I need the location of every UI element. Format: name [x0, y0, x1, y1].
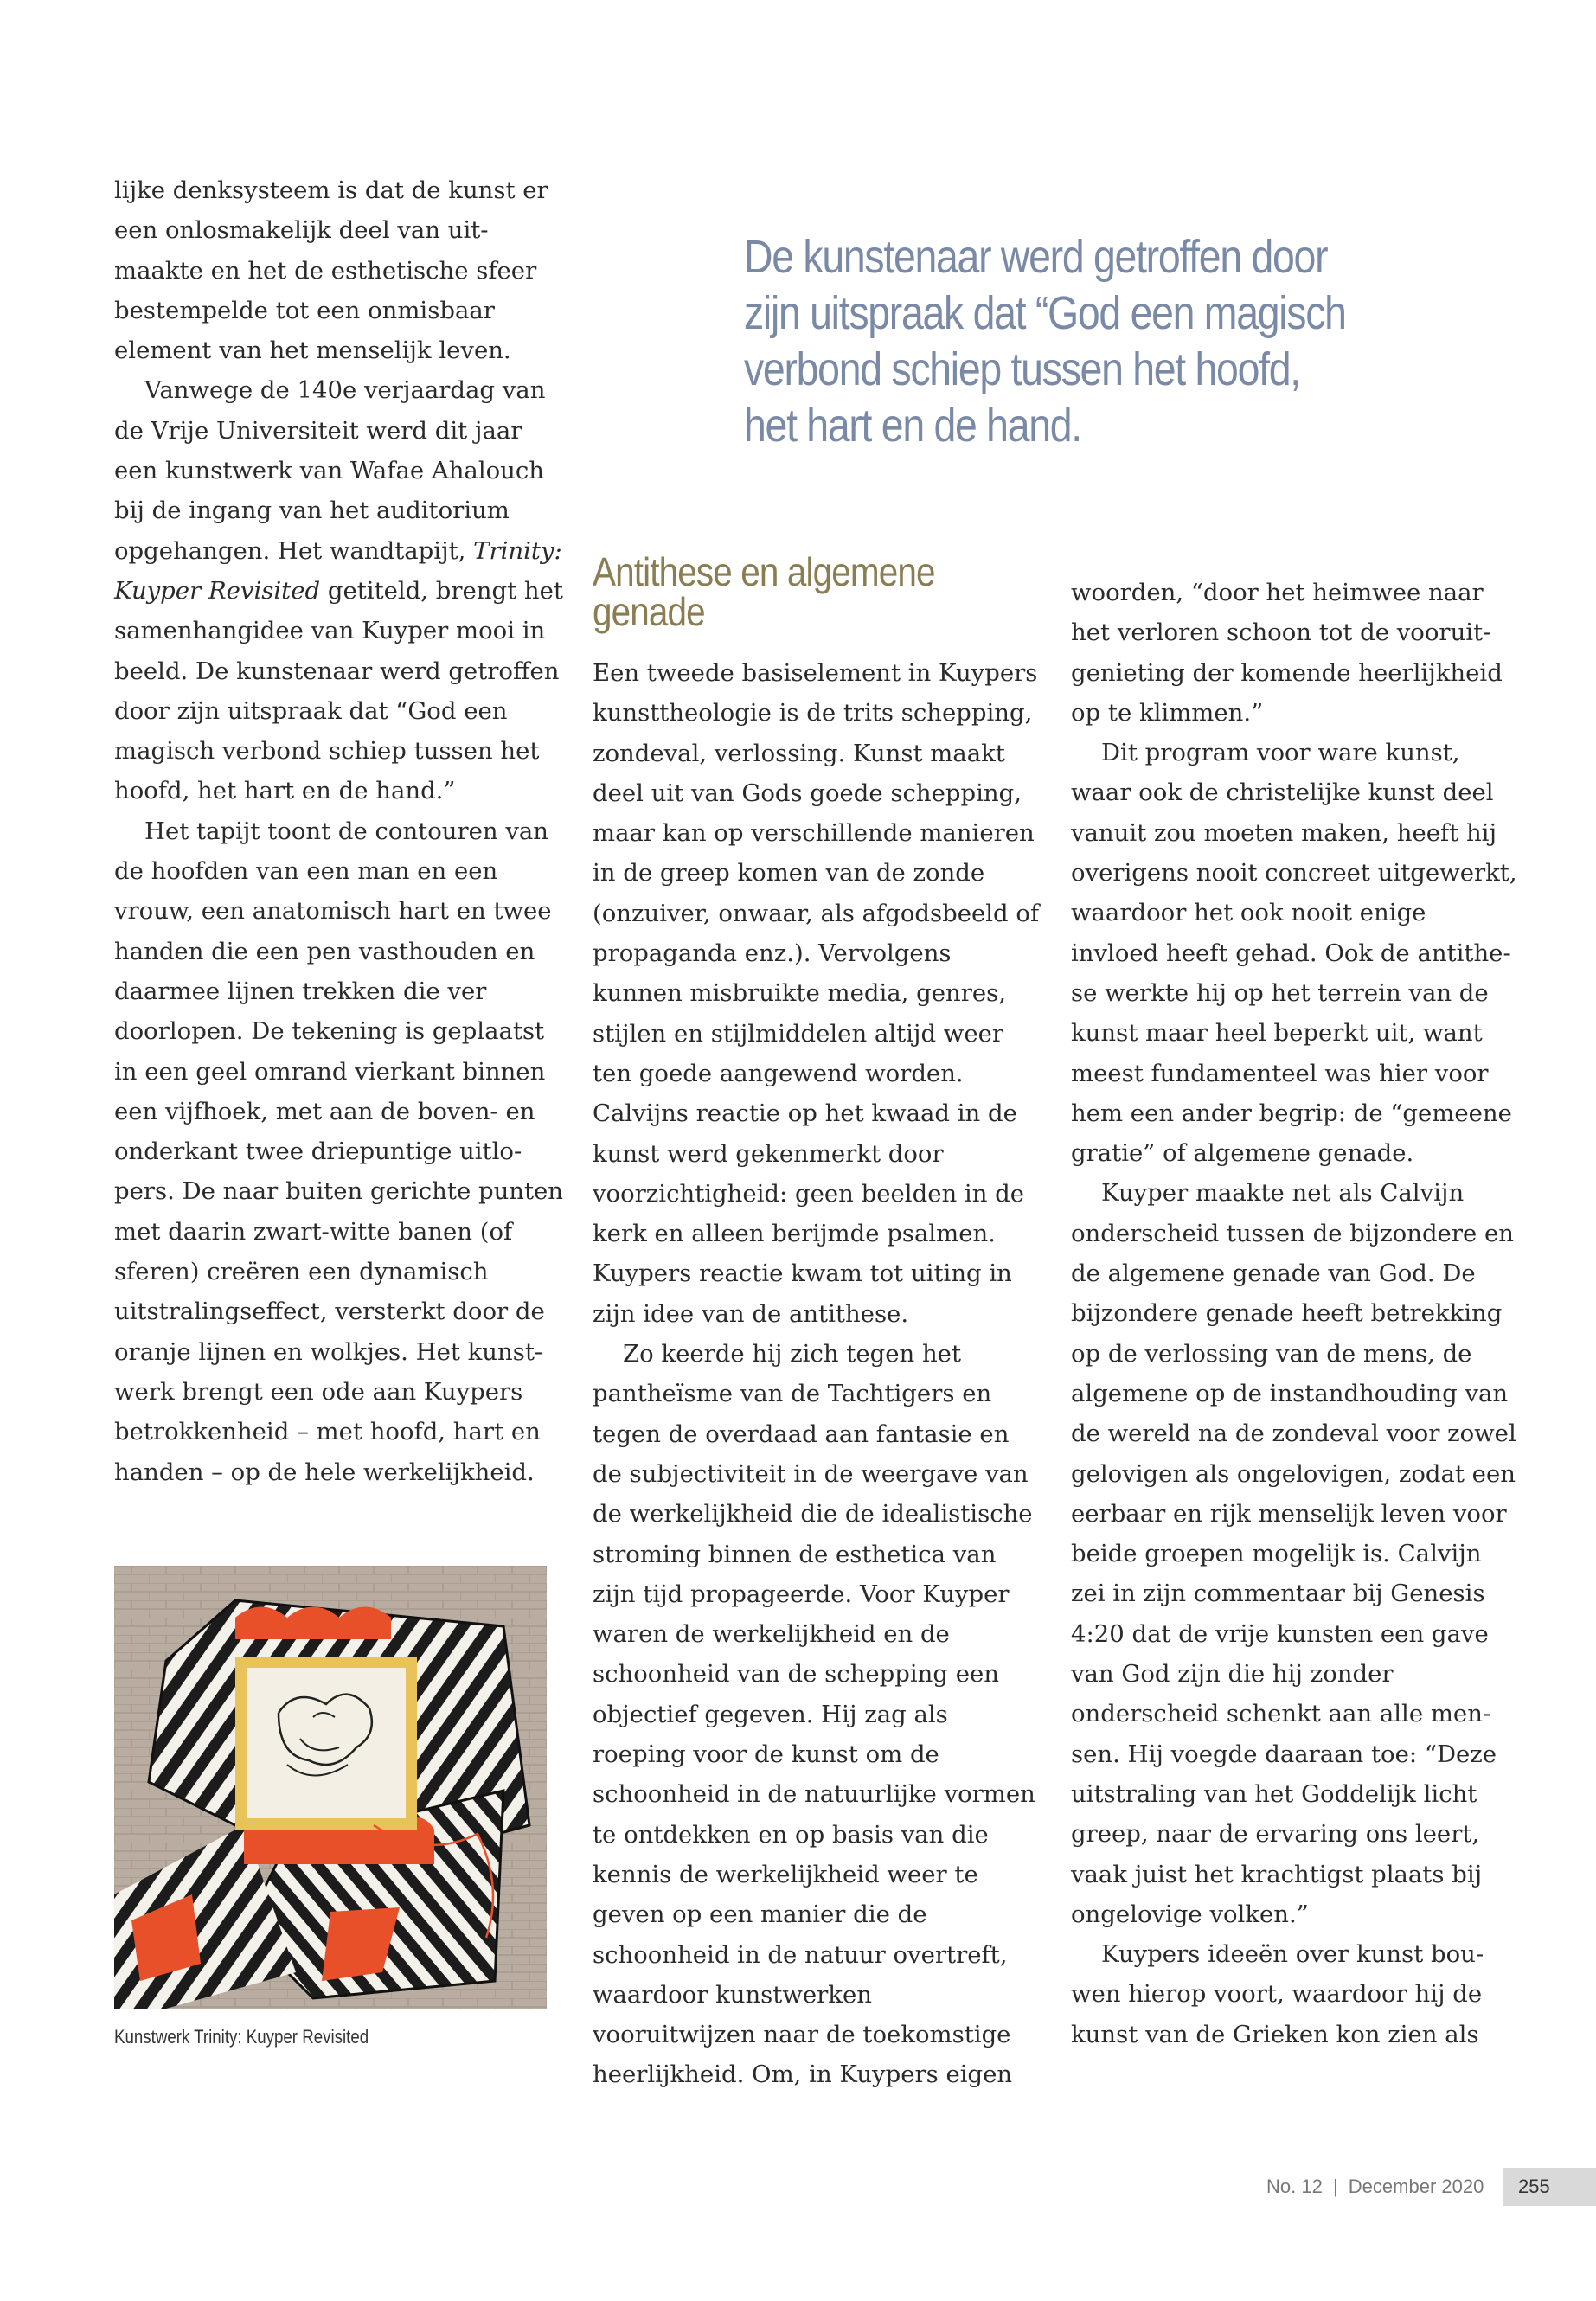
paragraph: lijke denksysteem is dat de kunst er een onlosmakelijk deel van uitmaakte en het de esthetische sfeer bestempelde tot een onmisbaar element van het menselijk leven. — [114, 176, 548, 365]
paragraph: Dit program voor ware kunst, waar ook de christelijke kunst deel vanuit zou moeten maken, heeft hij overigens nooit concreet uitgewerkt, waardoor het ook nooit enige invloed heeft gehad. Ook de antithese werkte hij op het terrein van de kunst maar heel beperkt uit, want meest fundamenteel was hier voor hem een ander begrip: de “gemeene gratie” of algemene genade. — [1071, 739, 1517, 1168]
paragraph: woorden, “door het heimwee naar het verloren schoon tot de vooruitgenieting der komende heerlijkheid op te klimmen.” — [1071, 579, 1503, 727]
paragraph: Het tapijt toont de contouren van de hoofden van een man en een vrouw, een anatomisch hart en twee handen die een pen vasthouden en daarmee lijnen trekken die ver doorlopen. De tekening is geplaatst in een geel omrand vierkant binnen een vijfhoek, met aan de boven- en onderkant twee driepuntige uitlopers. De naar buiten gerichte punten met daarin zwart-witte banen (of sferen) creëren een dynamisch uitstralingseffect, versterkt door de oranje lijnen en wolkjes. Het kunstwerk brengt een ode aan Kuypers betrokkenheid – met hoofd, hart en handen – op de hele werkelijkheid. — [114, 817, 564, 1486]
paragraph: Kuypers ideeën over kunst bouwen hierop voort, waardoor hij de kunst van de Grieken kon zien als — [1071, 1940, 1484, 2048]
text-column-2 — [593, 653, 1042, 2095]
paragraph: Zo keerde hij zich tegen het pantheïsme van de Tachtigers en tegen de overdaad aan fantasie en de subjectiviteit in de weergave van de werkelijkheid die de idealistische stroming binnen de esthetica van zijn tijd propageerde. Voor Kuyper waren de werkelijkheid en de schoonheid van de schepping een objectief gegeven. Hij zag als roeping voor de kunst om de schoonheid in de natuurlijke vormen te ontdekken en op basis van die kennis de werkelijkheid weer te geven op een manier die de schoonheid in de natuur overtreft, waardoor kunstwerken vooruitwijzen naar de toekomstige heerlijkheid. Om, in Kuypers eigen — [593, 1340, 1035, 2089]
text-column-1 — [114, 170, 564, 1492]
issue-number: No. 12 — [1266, 2176, 1323, 2197]
paragraph: Vanwege de 140e verjaardag van de Vrije Universiteit werd dit jaar een kunstwerk van Wafae Ahalouch bij de ingang van het auditorium opgehangen. Het wandtapijt, Trinity: Kuyper Revisited getiteld, brengt het samenhangidee van Kuyper mooi in beeld. De kunstenaar werd getroffen door zijn uitspraak dat “God een magisch verbond schiep tussen het hoofd, het hart en de hand.” — [114, 376, 563, 805]
page-footer — [1266, 2170, 1484, 2204]
paragraph: Kuyper maakte net als Calvijn onderscheid tussen de bijzondere en de algemene genade van God. De bijzondere genade heeft betrekking op de verlossing van de mens, de algemene op de instandhouding van de wereld na de zondeval voor zowel gelovigen als ongelovigen, zodat een eerbaar en rijk menselijk leven voor beide groepen mogelijk is. Calvijn zei in zijn commentaar bij Genesis 4:20 dat de vrije kunsten een gave van God zijn die hij zonder onderscheid schenkt aan alle mensen. Hij voegde daaraan toe: “Deze uitstraling van het Goddelijk licht greep, naar de ervaring ons leert, vaak juist het krachtigst plaats bij ongelovige volken.” — [1071, 1179, 1516, 1928]
artwork-photo — [114, 1566, 547, 2009]
section-heading: Antithese en algemene genade — [593, 549, 935, 634]
footer-separator: | — [1332, 2176, 1338, 2197]
text-column-3 — [1071, 573, 1521, 2054]
pull-quote: De kunstenaar werd getroffen door zijn uitspraak dat “God een magisch verbond schiep tussen het hoofd, het hart en de hand. — [744, 231, 1346, 452]
artwork-title: Trinity: Kuyper Revisited — [114, 536, 562, 605]
issue-date: December 2020 — [1348, 2176, 1484, 2197]
paragraph: Een tweede basiselement in Kuypers kunsttheologie is de trits schepping, zondeval, verlossing. Kunst maakt deel uit van Gods goede schepping, maar kan op verschillende manieren in de greep komen van de zonde (onzuiver, onwaar, als afgodsbeeld of propaganda enz.). Vervolgens kunnen misbruikte media, genres, stijlen en stijlmiddelen altijd weer ten goede aangewend worden. Calvijns reactie op het kwaad in de kunst werd gekenmerkt door voorzichtigheid: geen beelden in de kerk en alleen berijmde psalmen. Kuypers reactie kwam tot uiting in zijn idee van de antithese. — [593, 659, 1040, 1328]
image-caption: Kunstwerk Trinity: Kuyper Revisited — [114, 2026, 369, 2048]
page-number: 255 — [1503, 2168, 1596, 2206]
